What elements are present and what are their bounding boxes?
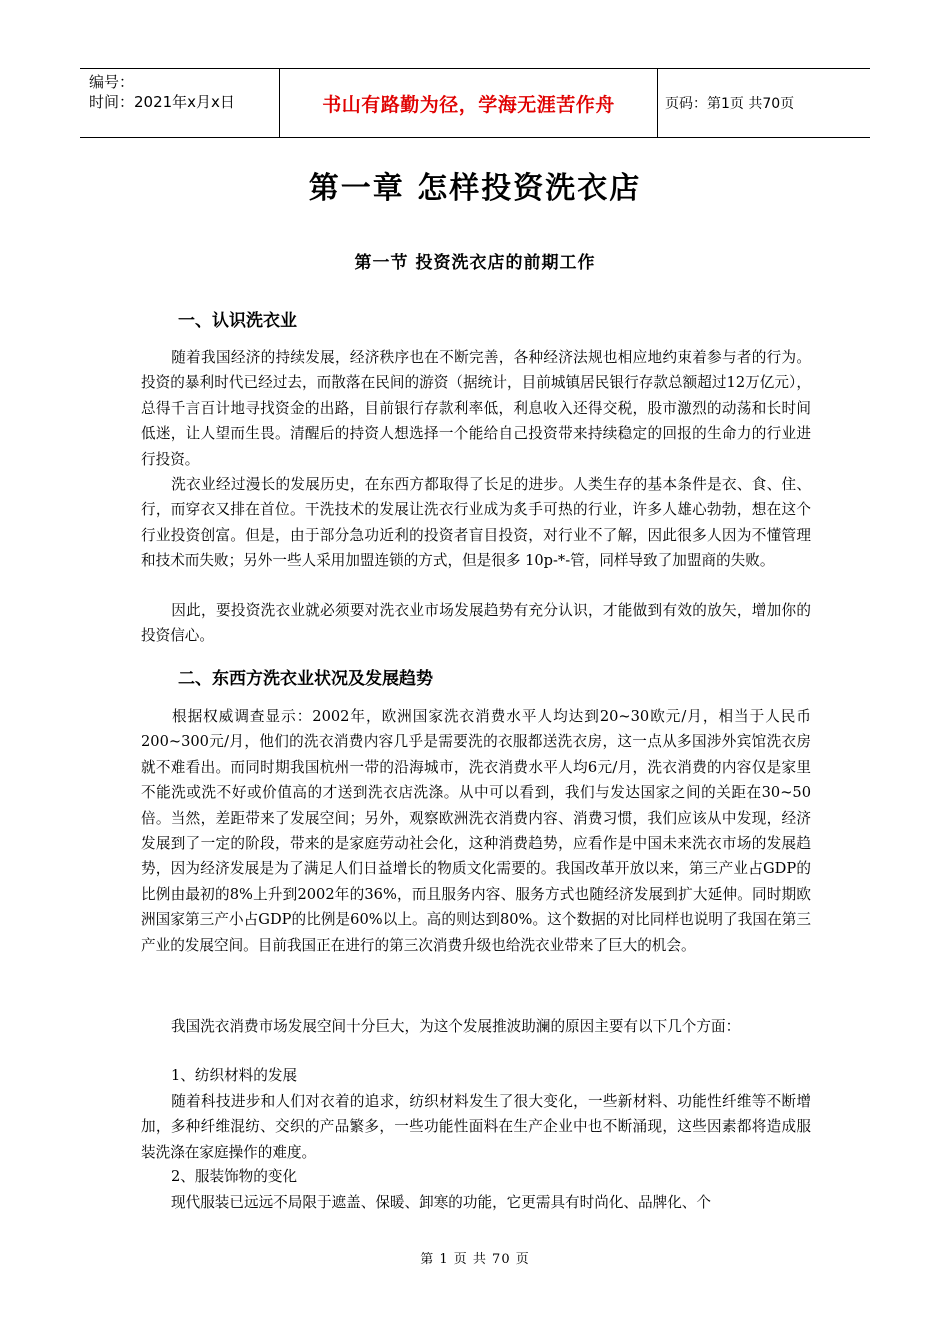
paragraph: 随着科技进步和人们对衣着的追求，纺织材料发生了很大变化，一些新材料、功能性纤维等不断增加，多种纤维混纺、交织的产品繁多，一些功能性面料在生产企业中也不断涌现，这些因素都将造成服装洗涤在家庭操作的难度。 [141, 1093, 811, 1161]
heading-understand-laundry: 一、认识洗衣业 [178, 311, 297, 331]
header-meta-cell [80, 69, 280, 137]
header-motto: 书山有路勤为径，学海无涯苦作舟 [280, 69, 658, 137]
paragraph: 根据权威调查显示：2002年，欧洲国家洗衣消费水平人均达到20~30欧元/月，相当于人民币200~300元/月，他们的洗衣消费内容几乎是需要洗的衣服都送洗衣房，这一点从多国涉外宾馆洗衣房就不难看出。而同时期我国杭州一带的沿海城市，洗衣消费水平人均6元/月，洗衣消费的内容仅是家里不能洗或洗不好或价值高的才送到洗衣店洗涤。从中可以看到，我们与发达国家之间的关距在30~50倍。当然，差距带来了发展空间；另外，观察欧洲洗衣消费内容、消费习惯，我们应该从中发现，经济发展到了一定的阶段，带来的是家庭劳动社会化，这种消费趋势，应看作是中国未来洗衣市场的发展趋势，因为经济发展是为了满足人们日益增长的物质文化需要的。我国改革开放以来，第三产业占GDP的比例由最初的8%上升到2002年的36%，而且服务内容、服务方式也随经济发展到扩大延伸。同时期欧洲国家第三产小占GDP的比例是60%以上。高的则达到80%。这个数据的对比同样也说明了我国在第三产业的发展空间。目前我国正在进行的第三次消费升级也给洗衣业带来了巨大的机会。 [141, 708, 811, 954]
page-footer: 第 1 页 共 70 页 [420, 1252, 530, 1267]
paragraph: 我国洗衣消费市场发展空间十分巨大，为这个发展推波助澜的原因主要有以下几个方面： [171, 1018, 741, 1035]
document-number-label: 编号： [89, 73, 135, 91]
list-item-title: 2、服装饰物的变化 [171, 1168, 298, 1185]
header-table [80, 68, 870, 138]
paragraph: 现代服装已远远不局限于遮盖、保暖、卸寒的功能，它更需具有时尚化、品牌化、个 [171, 1194, 711, 1211]
chapter-title: 第一章 怎样投资洗衣店 [308, 171, 642, 206]
paragraph: 随着我国经济的持续发展，经济秩序也在不断完善，各种经济法规也相应地约束着参与者的行为。投资的暴利时代已经过去，而散落在民间的游资（据统计，目前城镇居民银行存款总额超过12万亿元），总得千言百计地寻找资金的出路，目前银行存款利率低，利息收入还得交税，股市激烈的动荡和长时间低迷，让人望而生畏。清醒后的持资人想选择一个能给自己投资带来持续稳定的回报的生命力的行业进行投资。 [141, 349, 811, 468]
list-item-title: 1、纺织材料的发展 [171, 1067, 298, 1084]
section-title: 第一节 投资洗衣店的前期工作 [354, 253, 596, 273]
heading-laundry-trends: 二、东西方洗衣业状况及发展趋势 [178, 669, 433, 689]
document-time-label: 时间：2021年x月x日 [89, 93, 235, 111]
header-page-info: 页码：第1页 共70页 [665, 96, 795, 112]
paragraph: 因此，要投资洗衣业就必须要对洗衣业市场发展趋势有充分认识，才能做到有效的放矢，增加你的投资信心。 [141, 602, 811, 645]
paragraph: 洗衣业经过漫长的发展历史，在东西方都取得了长足的进步。人类生存的基本条件是衣、食、住、行，而穿衣又排在首位。干洗技术的发展让洗衣行业成为炙手可热的行业，许多人雄心勃勃，想在这个行业投资创富。但是，由于部分急功近利的投资者盲目投资，对行业不了解，因此很多人因为不懂管理和技术而失败；另外一些人采用加盟连锁的方式，但是很多 10p-*-管，同样导致了加盟商的失败。 [141, 476, 811, 570]
